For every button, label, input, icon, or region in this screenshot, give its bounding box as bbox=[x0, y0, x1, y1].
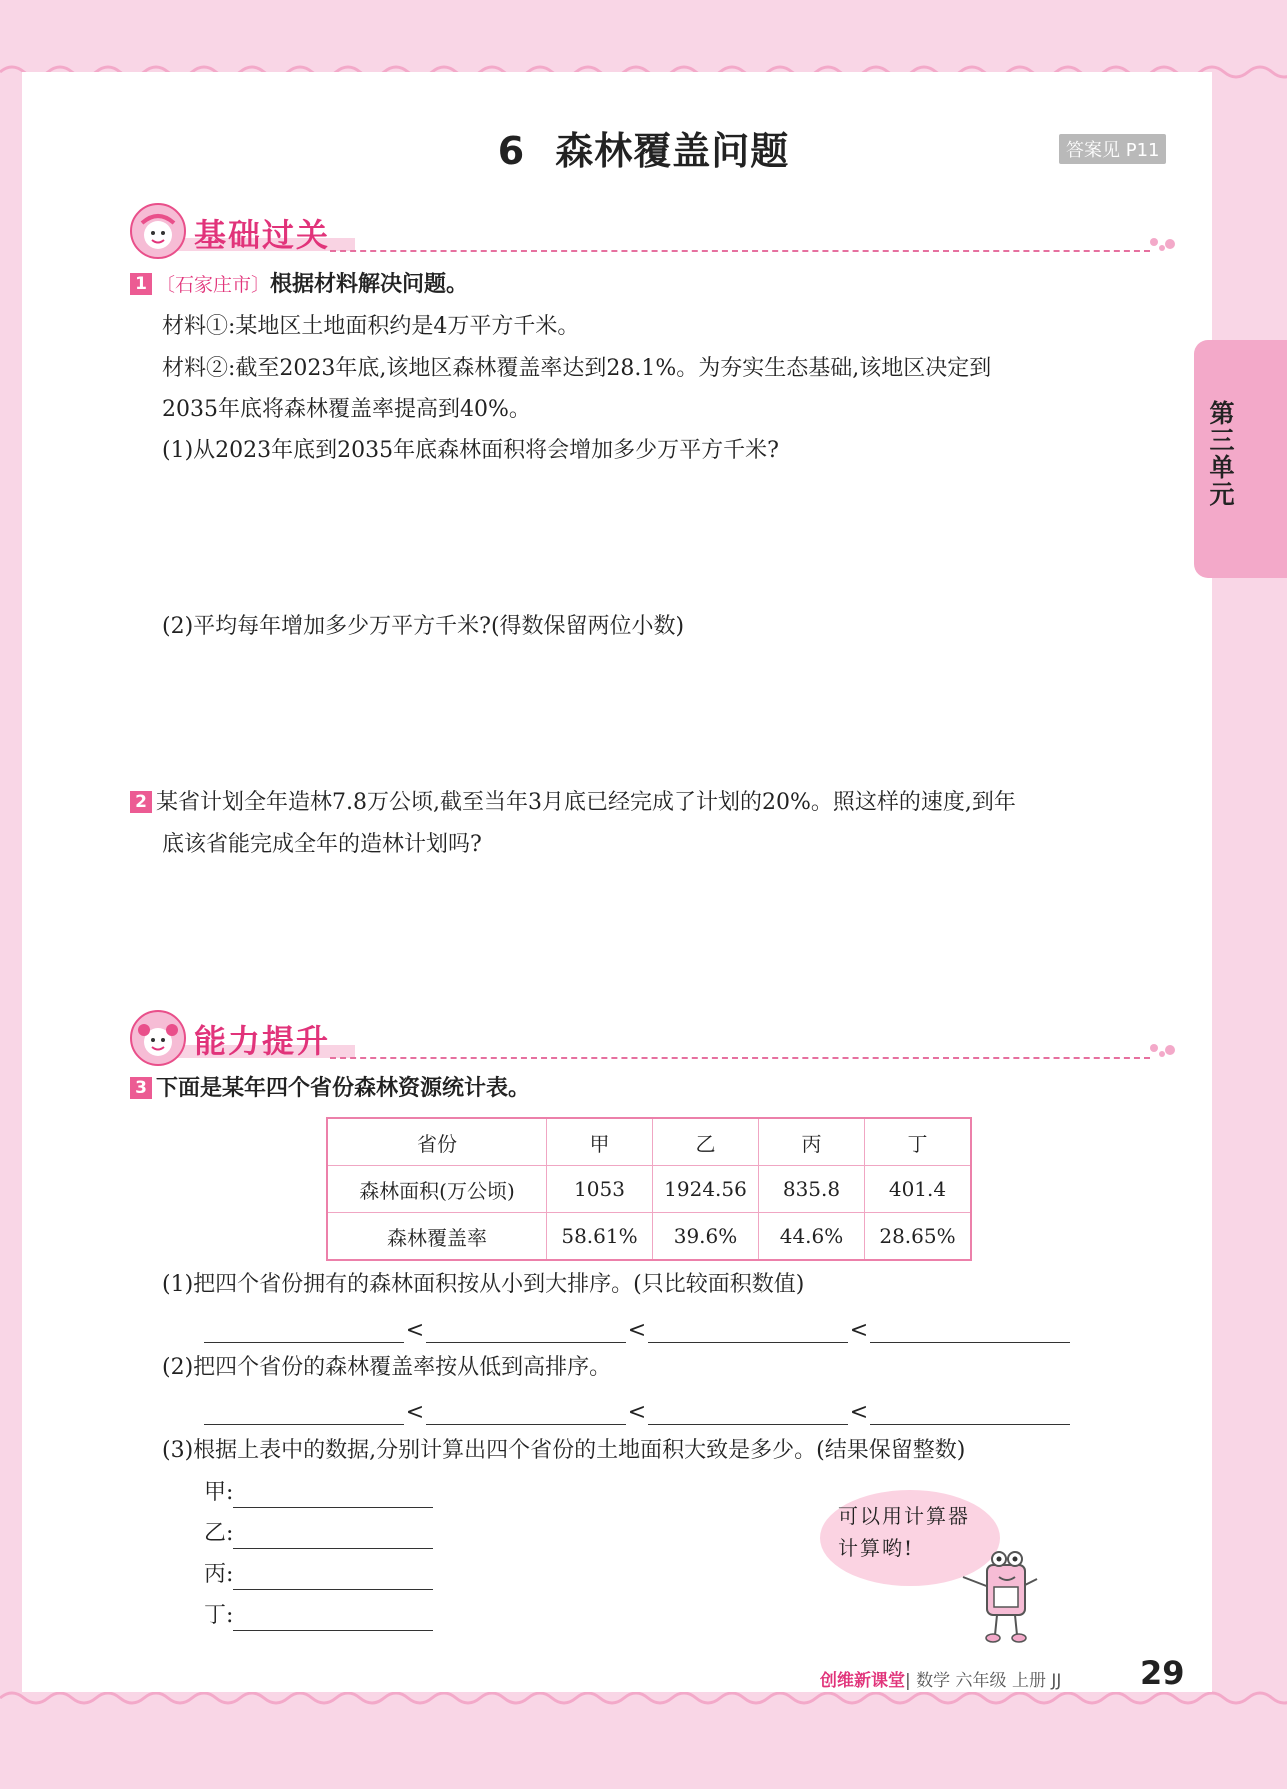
table-cell: 1053 bbox=[547, 1166, 653, 1213]
footer bbox=[820, 1666, 1061, 1691]
table-header-cell: 甲 bbox=[547, 1118, 653, 1166]
table-cell: 58.61% bbox=[547, 1213, 653, 1261]
q3-prompt: 下面是某年四个省份森林资源统计表。 bbox=[156, 1076, 531, 1101]
table-header-cell: 省份 bbox=[327, 1118, 547, 1166]
table-header-row bbox=[327, 1118, 971, 1166]
table-header-cell: 乙 bbox=[653, 1118, 759, 1166]
q1-material2-line1: 材料②:截至2023年底,该地区森林覆盖率达到28.1%。为夯实生态基础,该地区决定到 bbox=[162, 356, 992, 381]
section2-divider bbox=[330, 1057, 1150, 1059]
table-row bbox=[327, 1213, 971, 1261]
q3-answer-line bbox=[204, 1601, 433, 1631]
section1-title: 基础过关 bbox=[194, 216, 331, 254]
q3-answer-line bbox=[204, 1478, 433, 1508]
q1-material2-line2: 2035年底将森林覆盖率提高到40%。 bbox=[162, 397, 531, 422]
hint-line2: 计算哟! bbox=[838, 1536, 915, 1560]
bottom-wave-border bbox=[0, 1693, 1287, 1703]
q3-answer-line bbox=[204, 1560, 433, 1590]
table-cell: 森林面积(万公顷) bbox=[327, 1166, 547, 1213]
less-than-sign: < bbox=[405, 1400, 425, 1425]
less-than-sign: < bbox=[627, 1400, 647, 1425]
answer-blank[interactable] bbox=[233, 1563, 433, 1590]
unit-side-tab-label: 第三单元 bbox=[1206, 400, 1235, 508]
table-cell: 39.6% bbox=[653, 1213, 759, 1261]
q3-sub3: (3)根据上表中的数据,分别计算出四个省份的土地面积大致是多少。(结果保留整数) bbox=[162, 1438, 966, 1463]
answer-blank[interactable] bbox=[233, 1604, 433, 1631]
answer-blank[interactable] bbox=[233, 1522, 433, 1549]
answer-blank[interactable] bbox=[204, 1316, 404, 1343]
q1-sub1: (1)从2023年底到2035年底森林面积将会增加多少万平方千米? bbox=[162, 438, 779, 463]
q1-material1: 材料①:某地区土地面积约是4万平方千米。 bbox=[162, 314, 580, 339]
answer-label: 丙: bbox=[204, 1562, 234, 1587]
answer-reference-tag: 答案见 P11 bbox=[1059, 134, 1166, 164]
answer-blank[interactable] bbox=[648, 1398, 848, 1425]
q2-number-badge: 2 bbox=[130, 791, 152, 813]
answer-label: 甲: bbox=[204, 1480, 234, 1505]
answer-label: 丁: bbox=[204, 1603, 234, 1628]
page-number: 29 bbox=[1140, 1654, 1185, 1692]
answer-blank[interactable] bbox=[426, 1316, 626, 1343]
q1-prompt: 根据材料解决问题。 bbox=[270, 272, 469, 297]
answer-blank[interactable] bbox=[648, 1316, 848, 1343]
q1-number-badge: 1 bbox=[130, 273, 152, 295]
section1-mascot-icon bbox=[130, 203, 186, 259]
forest-stats-table bbox=[326, 1117, 972, 1261]
section2-title: 能力提升 bbox=[194, 1022, 331, 1060]
less-than-sign: < bbox=[405, 1318, 425, 1343]
q3-sub2-answer-row bbox=[204, 1398, 1070, 1425]
section2-dots-icon bbox=[1148, 1040, 1178, 1060]
q3-sub2: (2)把四个省份的森林覆盖率按从低到高排序。 bbox=[162, 1355, 612, 1380]
less-than-sign: < bbox=[627, 1318, 647, 1343]
answer-blank[interactable] bbox=[426, 1398, 626, 1425]
lesson-number: 6 bbox=[497, 129, 526, 173]
q3-heading bbox=[130, 1074, 530, 1104]
answer-blank[interactable] bbox=[204, 1398, 404, 1425]
section2-mascot-icon bbox=[130, 1010, 186, 1066]
answer-label: 乙: bbox=[204, 1521, 234, 1546]
lesson-title: 森林覆盖问题 bbox=[555, 129, 790, 173]
q1-sub2: (2)平均每年增加多少万平方千米?(得数保留两位小数) bbox=[162, 614, 685, 639]
q2-line2: 底该省能完成全年的造林计划吗? bbox=[162, 832, 482, 857]
table-cell: 401.4 bbox=[865, 1166, 972, 1213]
section1-divider bbox=[330, 250, 1150, 252]
answer-blank[interactable] bbox=[233, 1481, 433, 1508]
footer-brand: 创维新课堂 bbox=[820, 1671, 905, 1691]
calculator-mascot-icon bbox=[955, 1545, 1045, 1645]
table-header-cell: 丁 bbox=[865, 1118, 972, 1166]
hint-line1: 可以用计算器 bbox=[838, 1504, 970, 1528]
q2-text-line1: 某省计划全年造林7.8万公顷,截至当年3月底已经完成了计划的20%。照这样的速度,到年 bbox=[156, 790, 1016, 815]
q3-answer-line bbox=[204, 1519, 433, 1549]
q2-line1 bbox=[130, 788, 1016, 818]
table-cell: 44.6% bbox=[759, 1213, 865, 1261]
q3-sub1-answer-row bbox=[204, 1316, 1070, 1343]
q3-sub1: (1)把四个省份拥有的森林面积按从小到大排序。(只比较面积数值) bbox=[162, 1272, 805, 1297]
q1-heading bbox=[130, 270, 468, 300]
table-cell: 28.65% bbox=[865, 1213, 972, 1261]
footer-info: | 数学 六年级 上册 JJ bbox=[905, 1671, 1062, 1691]
table-cell: 森林覆盖率 bbox=[327, 1213, 547, 1261]
answer-blank[interactable] bbox=[870, 1398, 1070, 1425]
table-cell: 835.8 bbox=[759, 1166, 865, 1213]
table-row bbox=[327, 1166, 971, 1213]
section1-dots-icon bbox=[1148, 234, 1178, 254]
table-cell: 1924.56 bbox=[653, 1166, 759, 1213]
table-header-cell: 丙 bbox=[759, 1118, 865, 1166]
q3-number-badge: 3 bbox=[130, 1077, 152, 1099]
less-than-sign: < bbox=[849, 1318, 869, 1343]
q1-source: 〔石家庄市〕 bbox=[156, 274, 271, 296]
answer-blank[interactable] bbox=[870, 1316, 1070, 1343]
less-than-sign: < bbox=[849, 1400, 869, 1425]
